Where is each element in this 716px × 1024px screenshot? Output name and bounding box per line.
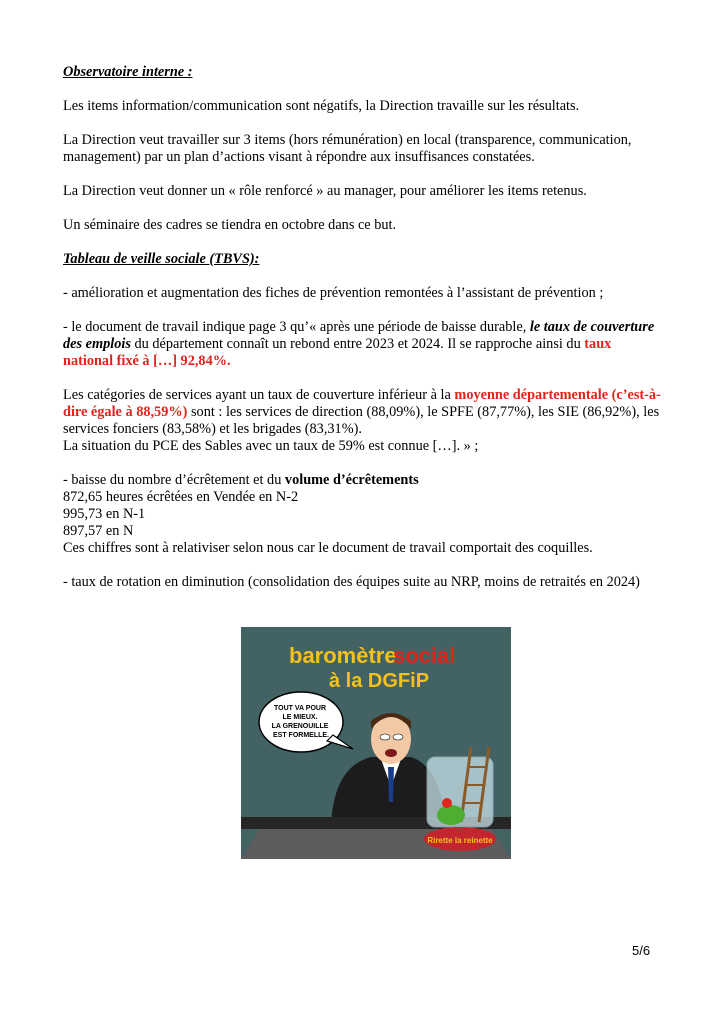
paragraph: Un séminaire des cadres se tiendra en octobre dans ce but. — [63, 217, 397, 233]
paragraph-categories: Les catégories de services ayant un taux de couverture inférieur à la moyenne départementale (c’est-à-dire égale à 88,59%) sont : les services de direction (88,09%), le SPFE (87,77%), les SIE (86,92%), les services fonciers (83,58%) et les brigades (83,31%). La situation du PCE des Sables avec un taux de 59% est connue […]. » ; — [63, 387, 661, 454]
jar-label: Rirette la reinette — [427, 836, 493, 845]
frog-jar — [424, 747, 496, 851]
cartoon-title-word1: baromètre — [289, 643, 397, 668]
paragraph: La Direction veut donner un « rôle renforcé » au manager, pour améliorer les items retenus. — [63, 183, 587, 199]
bullet-prevention: - amélioration et augmentation des fiches de prévention remontées à l’assistant de prévention ; — [63, 285, 604, 301]
cartoon-title-line2: à la DGFiP — [329, 670, 430, 692]
speech-bubble — [259, 692, 343, 752]
tbvs-heading: Tableau de veille sociale (TBVS): — [63, 251, 260, 267]
page-body — [63, 64, 663, 608]
bullet-ecretement: - baisse du nombre d’écrêtement et du volume d’écrêtements 872,65 heures écrêtées en Vendée en N-2 995,73 en N-1 897,57 en N Ces chiffres sont à relativiser selon nous car le document de travail comportait des coquilles. — [63, 472, 593, 556]
svg-text:TOUT VA POUR LE MIEUX.: TOUT VA POUR LE MIEUX. LA GRENOUILLE EST FORMELLE. — [271, 705, 329, 739]
observatoire-heading: Observatoire interne : — [63, 64, 193, 80]
cartoon-image — [241, 627, 511, 859]
paragraph: Les items information/communication sont négatifs, la Direction travaille sur les résultats. — [63, 98, 580, 114]
cartoon-title-word2: social — [393, 643, 456, 668]
paragraph: La Direction veut travailler sur 3 items (hors rémunération) en local (transparence, communication, management) par un plan d’actions visant à répondre aux insuffisances constatées. — [63, 132, 632, 165]
page-number: 5/6 — [632, 943, 651, 958]
bullet-taux-couverture: - le document de travail indique page 3 qu’« après une période de baisse durable, le taux de couverture des emplois du département connaît un rebond entre 2023 et 2024. Il se rapproche ainsi du taux national fixé à […] 92,84%. — [63, 319, 655, 369]
bullet-rotation: - taux de rotation en diminution (consolidation des équipes suite au NRP, moins de retraités en 2024) — [63, 574, 640, 590]
